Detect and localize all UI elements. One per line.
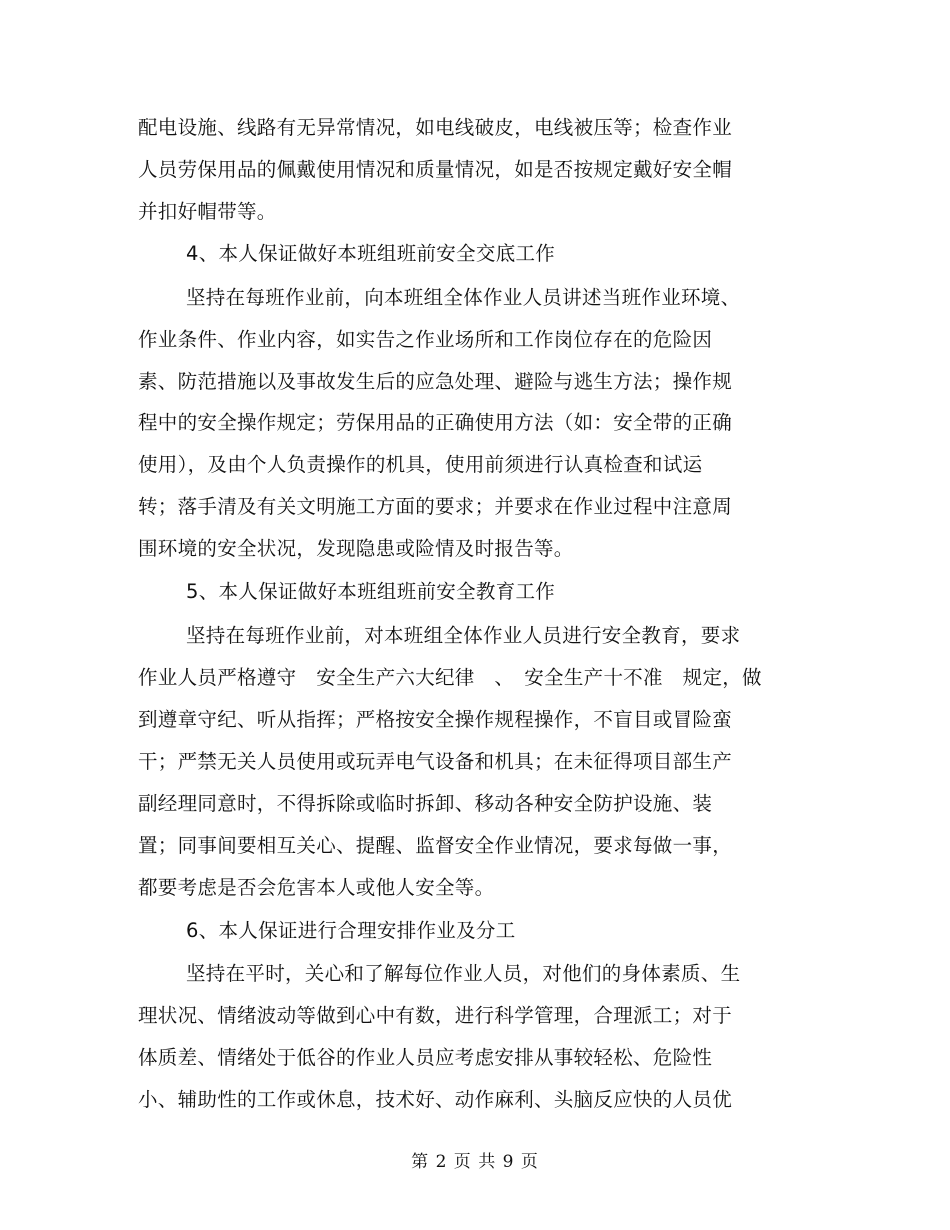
body-text-line: 干；严禁无关人员使用或玩弄电气设备和机具；在未征得项目部生产 (138, 750, 733, 773)
body-text-line: 素、防范措施以及事故发生后的应急处理、避险与逃生方法；操作规 (138, 370, 733, 393)
page-number-footer: 第 2 页 共 9 页 (411, 1152, 539, 1172)
body-text-line: 作业人员严格遵守 安全生产六大纪律 、 安全生产十不准 规定，做 (138, 666, 762, 689)
body-text-line: 坚持在每班作业前，向本班组全体作业人员讲述当班作业环境、 (186, 286, 741, 309)
body-text-line: 坚持在平时，关心和了解每位作业人员，对他们的身体素质、生 (186, 962, 741, 985)
body-text-line: 置；同事间要相互关心、提醒、监督安全作业情况，要求每做一事， (138, 834, 733, 857)
body-text-line: 副经理同意时，不得拆除或临时拆卸、移动各种安全防护设施、装 (138, 792, 713, 815)
body-text-line: 体质差、情绪处于低谷的作业人员应考虑安排从事较轻松、危险性 (138, 1046, 713, 1069)
body-text-line: 人员劳保用品的佩戴使用情况和质量情况，如是否按规定戴好安全帽 (138, 158, 733, 181)
body-text-line: 程中的安全操作规定；劳保用品的正确使用方法（如：安全带的正确 (138, 411, 733, 434)
body-text-line: 并扣好帽带等。 (138, 200, 277, 223)
body-text-line: 转；落手清及有关文明施工方面的要求；并要求在作业过程中注意周 (138, 495, 733, 518)
body-text-line: 坚持在每班作业前，对本班组全体作业人员进行安全教育，要求 (186, 624, 741, 647)
section-heading: 4、本人保证做好本班组班前安全交底工作 (186, 242, 556, 265)
body-text-line: 围环境的安全状况，发现隐患或险情及时报告等。 (138, 537, 574, 560)
body-text-line: 作业条件、作业内容，如实告之作业场所和工作岗位存在的危险因 (138, 328, 713, 351)
body-text-line: 使用），及由个人负责操作的机具，使用前须进行认真检查和试运 (138, 453, 703, 476)
body-text-line: 都要考虑是否会危害本人或他人安全等。 (138, 876, 495, 899)
section-heading: 6、本人保证进行合理安排作业及分工 (186, 919, 516, 942)
body-text-line: 到遵章守纪、听从指挥；严格按安全操作规程操作，不盲目或冒险蛮 (138, 708, 733, 731)
section-heading: 5、本人保证做好本班组班前安全教育工作 (186, 580, 556, 603)
body-text-line: 理状况、情绪波动等做到心中有数，进行科学管理，合理派工；对于 (138, 1004, 733, 1027)
body-text-line: 配电设施、线路有无异常情况，如电线破皮，电线被压等；检查作业 (138, 116, 733, 139)
body-text-line: 小、辅助性的工作或休息，技术好、动作麻利、头脑反应快的人员优 (138, 1088, 733, 1111)
